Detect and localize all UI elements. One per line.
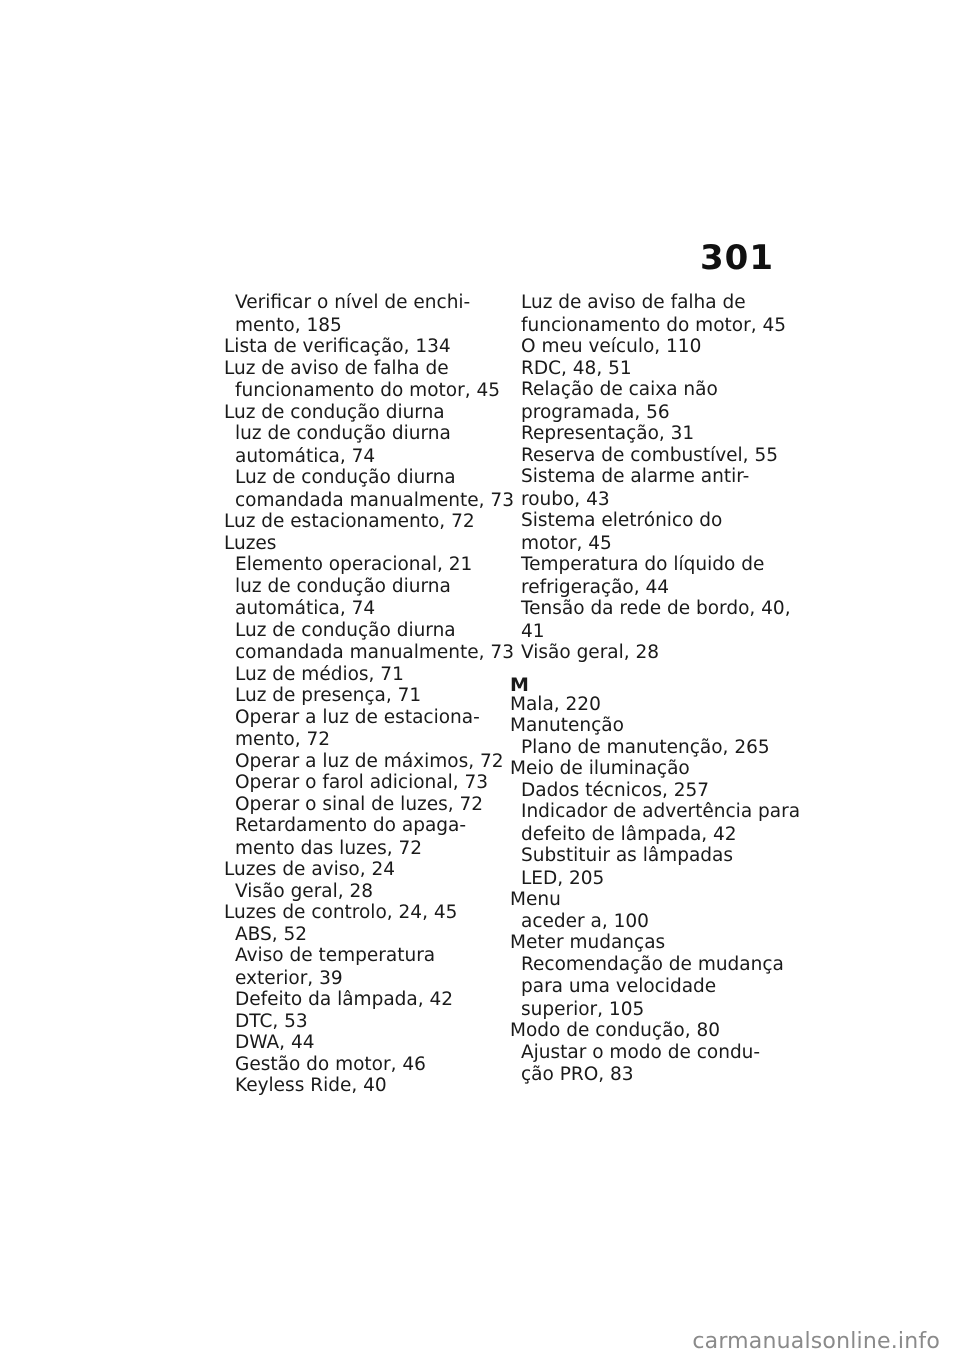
index-subentry: funcionamento do motor, 45 [235, 380, 500, 401]
index-subentry: defeito de lâmpada, 42 [521, 823, 737, 845]
index-subentry: DWA, 44 [235, 1032, 315, 1053]
index-subentry: Visão geral, 28 [521, 642, 660, 663]
index-subentry: mento, 72 [235, 729, 331, 750]
index-subentry: Tensão da rede de bordo, 40, [521, 598, 791, 619]
index-subentry: mento das luzes, 72 [235, 837, 423, 859]
index-subentry: Temperatura do líquido de [521, 554, 765, 575]
index-subentry: superior, 105 [521, 998, 645, 1020]
index-subentry: Defeito da lâmpada, 42 [235, 989, 454, 1010]
index-entry: Lista de verificação, 134 [224, 336, 451, 357]
index-subentry: Operar a luz de máximos, 72 [235, 750, 504, 772]
index-subentry: RDC, 48, 51 [521, 357, 632, 379]
index-entry: Luz de aviso de falha de [224, 357, 449, 379]
index-subentry: automática, 74 [235, 445, 376, 467]
index-entry: Luzes de controlo, 24, 45 [224, 902, 458, 923]
index-subentry: Elemento operacional, 21 [235, 554, 473, 575]
index-subentry: funcionamento do motor, 45 [521, 314, 786, 336]
index-entry: Menu [510, 889, 561, 910]
index-subentry: Retardamento do apaga- [235, 815, 467, 836]
index-subentry: luz de condução diurna [235, 575, 451, 597]
index-subentry: Sistema eletrónico do [521, 510, 723, 531]
index-entry: Luz de condução diurna [224, 401, 445, 423]
watermark-footer: carmanualsonline.info [692, 1329, 940, 1354]
index-subentry: LED, 205 [521, 867, 605, 889]
index-letter-heading: M [510, 673, 529, 696]
index-subentry: automática, 74 [235, 598, 376, 619]
index-subentry: Recomendação de mudança [521, 953, 784, 975]
index-entry: Meio de iluminação [510, 758, 690, 779]
index-subentry: Operar o farol adicional, 73 [235, 772, 489, 793]
index-column-right [510, 292, 801, 1086]
index-subentry: Gestão do motor, 46 [235, 1053, 426, 1075]
index-entry: Modo de condução, 80 [510, 1020, 721, 1041]
index-subentry: Ajustar o modo de condu- [521, 1041, 761, 1063]
index-subentry: Sistema de alarme antir- [521, 466, 750, 487]
index-subentry: Luz de presença, 71 [235, 685, 422, 706]
index-entry: Manutenção [510, 715, 624, 736]
index-subentry: Substituir as lâmpadas [521, 845, 734, 866]
index-column-left [224, 292, 514, 1097]
index-subentry: aceder a, 100 [521, 910, 649, 932]
index-subentry: O meu veículo, 110 [521, 336, 702, 357]
index-subentry: Verificar o nível de enchi- [235, 292, 471, 313]
index-subentry: Aviso de temperatura [235, 945, 436, 966]
index-subentry: Dados técnicos, 257 [521, 779, 710, 801]
index-entry: Mala, 220 [510, 693, 601, 715]
index-subentry: Keyless Ride, 40 [235, 1075, 387, 1096]
index-subentry: ABS, 52 [235, 923, 308, 945]
index-subentry: roubo, 43 [521, 488, 610, 510]
index-subentry: programada, 56 [521, 401, 670, 423]
index-subentry: DTC, 53 [235, 1010, 308, 1032]
index-subentry: luz de condução diurna [235, 423, 451, 444]
index-subentry: Visão geral, 28 [235, 880, 374, 902]
index-subentry: para uma velocidade [521, 976, 717, 997]
index-subentry: Relação de caixa não [521, 379, 718, 400]
index-subentry: Luz de aviso de falha de [521, 292, 746, 313]
page-number: 301 [700, 238, 774, 278]
index-subentry: comandada manualmente, 73 [235, 642, 514, 663]
index-subentry: comandada manualmente, 73 [235, 489, 514, 511]
index-subentry: Operar o sinal de luzes, 72 [235, 793, 484, 815]
index-entry: Luzes [224, 532, 277, 554]
index-subentry: motor, 45 [521, 532, 612, 554]
index-subentry: exterior, 39 [235, 967, 343, 989]
index-subentry: Luz de médios, 71 [235, 663, 404, 685]
index-entry: Meter mudanças [510, 932, 666, 953]
index-entry: Luz de estacionamento, 72 [224, 511, 475, 532]
index-subentry: ção PRO, 83 [521, 1064, 634, 1085]
index-subentry: Operar a luz de estaciona- [235, 706, 480, 728]
index-entry: Luzes de aviso, 24 [224, 859, 396, 880]
index-subentry: refrigeração, 44 [521, 576, 670, 598]
index-subentry: mento, 185 [235, 314, 342, 336]
index-subentry: Luz de condução diurna [235, 467, 456, 488]
index-subentry: Representação, 31 [521, 423, 695, 444]
index-subentry: Luz de condução diurna [235, 619, 456, 641]
index-subentry: Reserva de combustível, 55 [521, 444, 778, 466]
index-subentry: Plano de manutenção, 265 [521, 736, 770, 758]
index-subentry: Indicador de advertência para [521, 801, 801, 822]
index-subentry: 41 [521, 620, 545, 642]
